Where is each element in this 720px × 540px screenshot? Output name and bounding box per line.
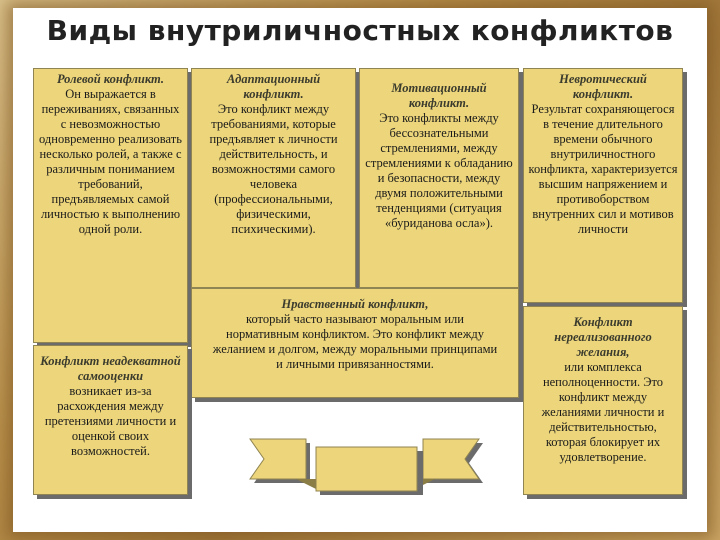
role-conflict-heading: Ролевой конфликт.: [56, 72, 165, 86]
motivation-conflict-heading: Мотивационный конфликт.: [391, 81, 487, 110]
moral-conflict-text: который часто называют моральным или нормативным конфликтом. Это конфликт между желанием и долгом, между моральными принципами и личными привязанностями.: [212, 312, 498, 371]
role-conflict-text: Он выражается в переживаниях, связанных с невозможностью одновременно реализовать несколько ролей, а также с различным пониманием требований, предъявляемых самой личностью к выполнению одной роли.: [39, 87, 182, 236]
ribbon-banner-icon: [248, 433, 483, 503]
slide: [13, 8, 707, 532]
moral-conflict-heading: Нравственный конфликт,: [281, 297, 429, 311]
self-esteem-conflict-text: возникает из-за расхождения между претензиями личности и оценкой своих возможностей.: [44, 384, 177, 458]
adaptation-conflict-text: Это конфликт между требованиями, которые предъявляет к личности действительность, и возможностями самого человека (профессиональными, физическими, психическими).: [209, 102, 338, 236]
neurotic-conflict-box: [523, 68, 683, 303]
adaptation-conflict-heading: Адаптационный конфликт.: [226, 72, 321, 101]
motivation-conflict-box: [359, 68, 519, 288]
moral-conflict-box: [191, 288, 519, 398]
unrealized-desire-conflict-box: [523, 306, 683, 495]
neurotic-conflict-heading: Невротический конфликт.: [559, 72, 647, 101]
role-conflict-box: [33, 68, 188, 343]
unrealized-desire-conflict-text: или комплекса неполноценности. Это конфликт между желаниями личности и действительностью, которая блокирует их удовлетворение.: [541, 360, 665, 464]
adaptation-conflict-box: [191, 68, 356, 288]
slide-title: Виды внутриличностных конфликтов: [46, 16, 674, 47]
self-esteem-conflict-box: [33, 345, 188, 495]
neurotic-conflict-text: Результат сохраняющегося в течение длительного времени обычного внутриличностного конфликта, характеризуется высшим напряжением и противоборством внутренних сил и мотивов личности: [528, 102, 678, 236]
motivation-conflict-text: Это конфликты между бессознательными стремлениями, между стремлениями к обладанию и безопасности, между двумя положительными тенденциями (ситуация «буриданова осла»).: [365, 111, 513, 230]
unrealized-desire-conflict-heading: Конфликт нереализованного желания,: [554, 315, 652, 359]
self-esteem-conflict-heading: Конфликт неадекватной самооценки: [40, 354, 181, 383]
